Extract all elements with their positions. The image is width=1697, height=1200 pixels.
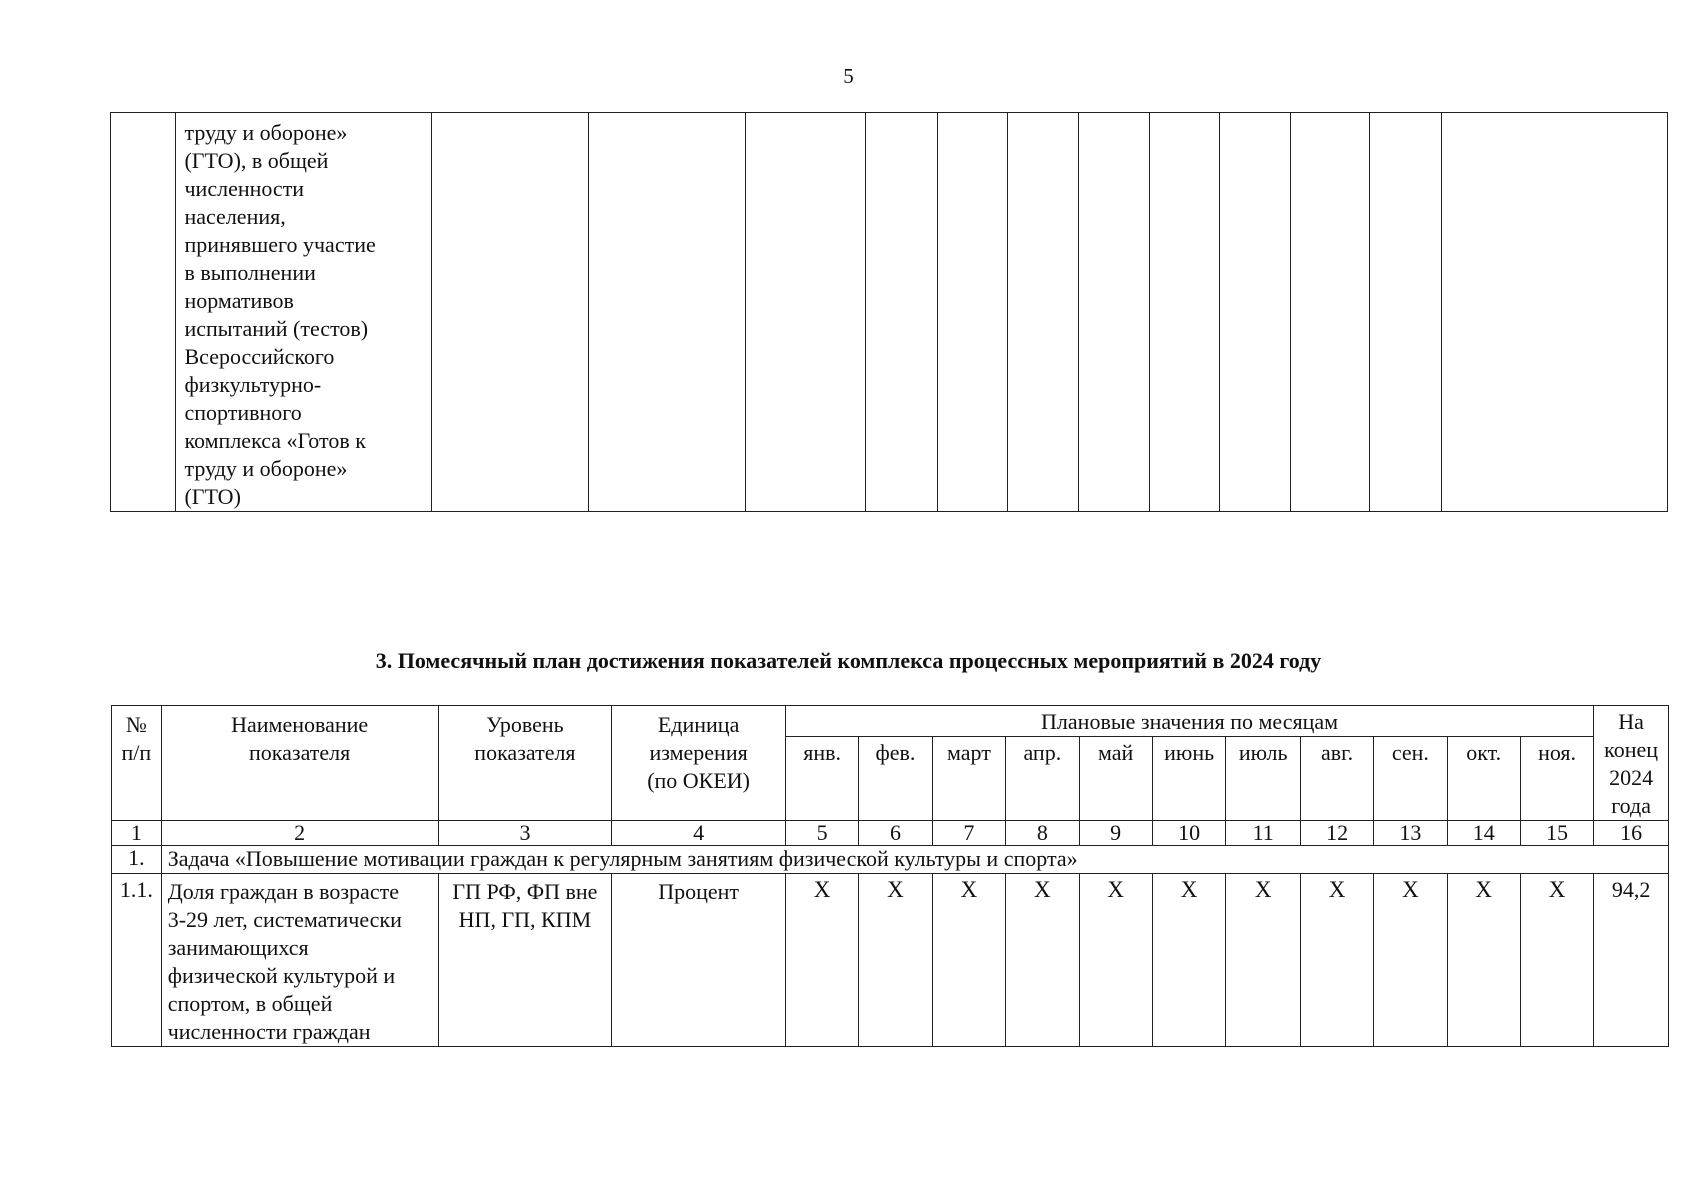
cont-cell [431,113,588,512]
cont-line: в выполнении [184,260,316,285]
column-number: 3 [438,821,612,846]
month-header: апр. [1006,737,1079,821]
row-indicator-name [161,874,438,1047]
row-end-value: 94,2 [1594,874,1669,1047]
column-number: 13 [1374,821,1447,846]
row-month-value: X [1447,874,1520,1047]
header-num [112,706,162,821]
month-header: март [932,737,1005,821]
task-row [112,846,1669,874]
cont-indicator-name [176,113,431,512]
table-row [112,874,1669,1047]
row-name-line: Доля граждан в возрасте [167,879,399,904]
header-text: № [125,712,147,737]
row-month-value: X [932,874,1005,1047]
row-level [438,874,612,1047]
row-name-line: занимающихся [167,935,309,960]
column-number: 10 [1152,821,1226,846]
header-planned: Плановые значения по месяцам [785,706,1593,737]
monthly-plan-table [111,705,1669,1047]
continuation-table [110,112,1668,512]
task-text: Задача «Повышение мотивации граждан к регулярным занятиям физической культуры и спорта» [161,846,1668,874]
header-level [438,706,612,821]
row-month-value: X [1079,874,1152,1047]
cont-line: (ГТО) [184,484,241,509]
row-name-line: спортом, в общей [167,991,333,1016]
row-name-line: численности граждан [167,1019,371,1044]
header-text: Наименование [231,712,369,737]
month-header: июнь [1152,737,1226,821]
cont-cell [1441,113,1667,512]
cont-line: населения, [184,204,286,229]
row-month-value: X [1374,874,1447,1047]
row-month-value: X [1300,874,1373,1047]
row-month-value: X [1006,874,1079,1047]
column-number: 16 [1594,821,1669,846]
column-number: 12 [1300,821,1373,846]
month-header: июль [1226,737,1301,821]
column-number: 9 [1079,821,1152,846]
month-header: май [1079,737,1152,821]
task-num: 1. [112,846,162,874]
header-unit [612,706,786,821]
header-text: показателя [249,740,351,765]
column-number: 11 [1226,821,1301,846]
cont-line: (ГТО), в общей [184,148,329,173]
month-header: окт. [1447,737,1520,821]
cont-cell [866,113,937,512]
row-month-value: X [1152,874,1226,1047]
header-text: На [1618,709,1644,734]
cont-line: численности [184,176,305,201]
page-number: 5 [843,64,854,88]
cont-cell [1078,113,1149,512]
header-name [161,706,438,821]
header-text: конец [1604,737,1659,762]
month-header: янв. [785,737,858,821]
cont-line: испытаний (тестов) [184,316,369,341]
column-number: 14 [1447,821,1520,846]
row-month-value: X [859,874,932,1047]
header-text: показателя [474,740,576,765]
column-number: 7 [932,821,1005,846]
header-text: (по ОКЕИ) [647,768,751,793]
column-number: 2 [161,821,438,846]
month-header: авг. [1300,737,1373,821]
cont-cell [1370,113,1441,512]
row-name-line: физической культурой и [167,963,396,988]
header-text: измерения [649,740,748,765]
cont-cell [1220,113,1290,512]
column-number: 15 [1520,821,1593,846]
cont-cell [746,113,866,512]
month-header: сен. [1374,737,1447,821]
column-numbers-row [112,821,1669,846]
month-header: ноя. [1520,737,1593,821]
header-text: п/п [121,740,152,765]
column-number: 4 [612,821,786,846]
row-unit: Процент [612,874,786,1047]
cont-line: физкультурно- [184,372,322,397]
header-text: Уровень [486,712,564,737]
cont-line: спортивного [184,400,302,425]
row-level-line: ГП РФ, ФП вне [452,879,598,904]
column-number: 6 [859,821,932,846]
row-name-line: 3-29 лет, систематически [167,907,402,932]
cont-line: комплекса «Готов к [184,428,366,453]
cont-cell [1150,113,1220,512]
row-month-value: X [1520,874,1593,1047]
header-end [1594,706,1669,821]
column-number: 5 [785,821,858,846]
cont-cell [588,113,746,512]
header-row [112,706,1669,737]
cont-cell-num [111,113,176,512]
cont-line: принявшего участие [184,232,376,257]
cont-cell [1008,113,1078,512]
cont-cell [1290,113,1369,512]
column-number: 1 [112,821,162,846]
row-level-line: НП, ГП, КПМ [458,907,592,932]
cont-line: труду и обороне» [184,120,348,145]
header-text: года [1611,793,1652,818]
column-number: 8 [1006,821,1079,846]
cont-cell [937,113,1007,512]
cont-line: нормативов [184,288,294,313]
row-num: 1.1. [112,874,162,1047]
row-month-value: X [785,874,858,1047]
month-header: фев. [859,737,932,821]
header-text: 2024 [1609,765,1654,790]
row-month-value: X [1226,874,1301,1047]
cont-line: Всероссийского [184,344,335,369]
section-title: 3. Помесячный план достижения показателей комплекса процессных мероприятий в 2024 году [375,648,1322,673]
cont-line: труду и обороне» [184,456,348,481]
header-text: Единица [657,712,740,737]
